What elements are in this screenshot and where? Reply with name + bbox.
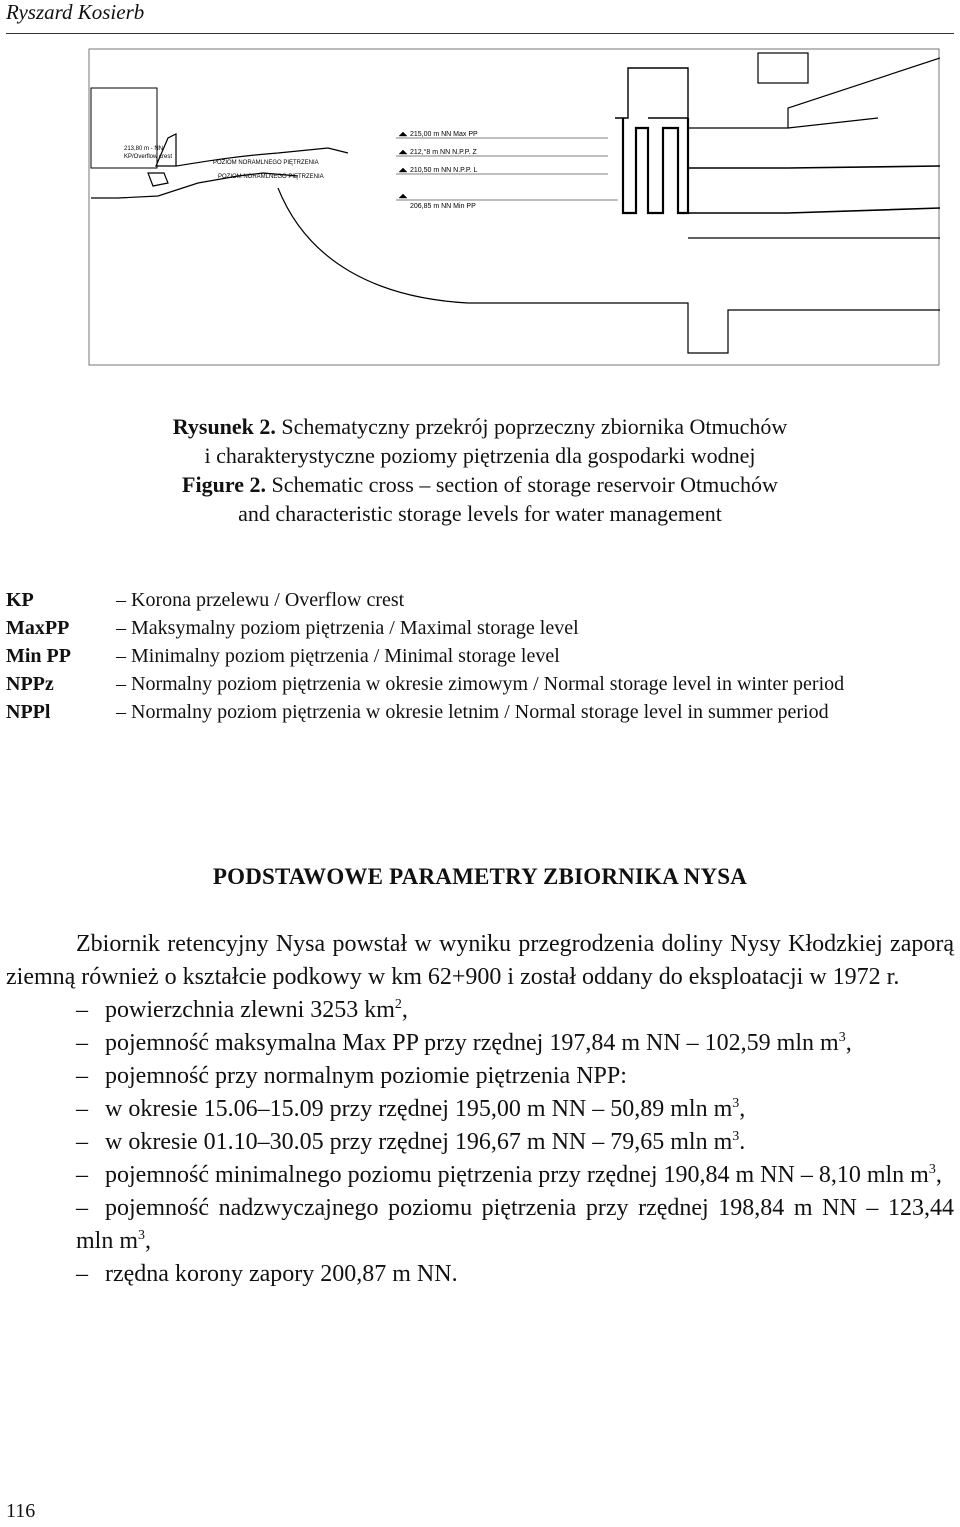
parameter-text: rzędna korony zapory 200,87 m NN.: [105, 1261, 458, 1287]
parameter-punct: ,: [401, 997, 408, 1023]
parameter-item: [6, 1126, 954, 1159]
list-dash: –: [76, 1063, 88, 1089]
caption-en-line2: and characteristic storage levels for water management: [238, 501, 722, 526]
figure-caption-pl: [0, 412, 960, 470]
legend-desc: – Normalny poziom piętrzenia w okresie zimowym / Normal storage level in winter period: [116, 673, 845, 695]
level-label-nppz: 212,°8 m NN N.P.P. Z: [410, 149, 477, 156]
page-number: 116: [6, 1500, 36, 1522]
legend-row: [6, 698, 956, 726]
parameter-item: [6, 1027, 954, 1060]
parameter-item: [6, 994, 954, 1027]
label-pool-1: POZIOM NORAMLNEGO PIĘTRZENIA: [213, 160, 319, 166]
parameter-text: w okresie 01.10–30.05 przy rzędnej 196,67 m NN – 79,65 mln m: [105, 1129, 733, 1155]
list-dash: –: [76, 997, 88, 1023]
list-dash: –: [76, 1096, 88, 1122]
caption-en-line1: Schematic cross – section of storage reservoir Otmuchów: [265, 472, 778, 497]
level-label-nppl: 210,50 m NN N.P.P. L: [410, 167, 478, 174]
label-kp-overflow: KP/Overflow crest: [124, 154, 173, 160]
section-body: [6, 928, 954, 1291]
legend-desc: – Korona przelewu / Overflow crest: [116, 589, 405, 611]
legend-abbr: NPPl: [6, 701, 51, 723]
running-header-author: Ryszard Kosierb: [6, 0, 145, 24]
legend-abbr: KP: [6, 589, 34, 611]
parameter-punct: ,: [935, 1162, 942, 1188]
caption-en-label: Figure 2.: [182, 472, 266, 497]
tower-house: [758, 53, 808, 83]
figure-caption-en: [0, 470, 960, 528]
label-kp-level: 213,80 m - NN: [124, 146, 164, 152]
header-rule: [6, 33, 954, 34]
parameter-list: [6, 994, 954, 1291]
figure-frame: [89, 49, 939, 365]
parameter-punct: ,: [145, 1228, 152, 1254]
parameter-punct: ,: [845, 1030, 852, 1056]
parameter-superscript: 3: [138, 1228, 146, 1243]
label-pool-2: POZIOM NORAMLNEGO PIĘTRZENIA: [218, 174, 324, 180]
list-dash: –: [76, 1162, 88, 1188]
legend-abbr: NPPz: [6, 673, 54, 695]
parameter-item: [6, 1258, 954, 1291]
dam-crest: [688, 58, 940, 128]
list-dash: –: [76, 1129, 88, 1155]
parameter-superscript: 3: [732, 1096, 740, 1111]
parameter-text: pojemność nadzwyczajnego poziomu piętrzenia przy rzędnej 198,84 m NN – 123,44 mln m: [76, 1195, 954, 1254]
legend-row: [6, 614, 956, 642]
parameter-punct: ,: [739, 1096, 746, 1122]
abbreviation-legend: [6, 586, 956, 726]
parameter-text: w okresie 15.06–15.09 przy rzędnej 195,00 m NN – 50,89 mln m: [105, 1096, 733, 1122]
parameter-item: [6, 1060, 954, 1093]
legend-abbr: MaxPP: [6, 617, 70, 639]
outlet-culvert: [688, 208, 940, 213]
legend-desc: – Maksymalny poziom piętrzenia / Maximal storage level: [116, 617, 579, 639]
parameter-superscript: 3: [838, 1030, 846, 1045]
parameter-superscript: 2: [394, 997, 402, 1012]
parameter-superscript: 3: [928, 1162, 936, 1177]
parameter-text: pojemność maksymalna Max PP przy rzędnej 197,84 m NN – 102,59 mln m: [105, 1030, 839, 1056]
legend-row: [6, 642, 956, 670]
legend-desc: – Normalny poziom piętrzenia w okresie letnim / Normal storage level in summer period: [116, 701, 829, 723]
dam-curve: [278, 188, 940, 353]
intake-tower-shaft: [623, 118, 688, 213]
list-dash: –: [76, 1195, 88, 1221]
legend-row: [6, 670, 956, 698]
cross-section-figure: [88, 48, 940, 366]
caption-pl-line1: Schematyczny przekrój poprzeczny zbiornika Otmuchów: [275, 414, 788, 439]
list-dash: –: [76, 1261, 88, 1287]
level-label-maxpp: 215,00 m NN Max PP: [410, 131, 478, 138]
legend-abbr: Min PP: [6, 645, 71, 667]
parameter-superscript: 3: [732, 1129, 740, 1144]
parameter-item: [6, 1093, 954, 1126]
parameter-text: pojemność minimalnego poziomu piętrzenia przy rzędnej 190,84 m NN – 8,10 mln m: [105, 1162, 929, 1188]
legend-row: [6, 586, 956, 614]
parameter-item: [6, 1192, 954, 1258]
list-dash: –: [76, 1030, 88, 1056]
parameter-text: pojemność przy normalnym poziomie piętrzenia NPP:: [105, 1063, 627, 1089]
caption-pl-line2: i charakterystyczne poziomy piętrzenia dla gospodarki wodnej: [204, 443, 756, 468]
section-heading: PODSTAWOWE PARAMETRY ZBIORNIKA NYSA: [212, 864, 748, 889]
parameter-item: [6, 1159, 954, 1192]
parameter-punct: .: [739, 1129, 746, 1155]
parameter-text: powierzchnia zlewni 3253 km: [105, 997, 395, 1023]
intro-paragraph: Zbiornik retencyjny Nysa powstał w wyniku przegrodzenia doliny Nysy Kłodzkiej zaporą ziemną również o kształcie podkowy w km 62+900 i został oddany do eksploatacji w 1972 r.: [6, 931, 954, 990]
caption-pl-label: Rysunek 2.: [172, 414, 276, 439]
legend-desc: – Minimalny poziom piętrzenia / Minimal storage level: [116, 645, 560, 667]
spillway-toe: [148, 173, 168, 186]
intake-tower-top: [615, 68, 688, 118]
level-label-minpp: 206,85 m NN Min PP: [410, 203, 476, 210]
